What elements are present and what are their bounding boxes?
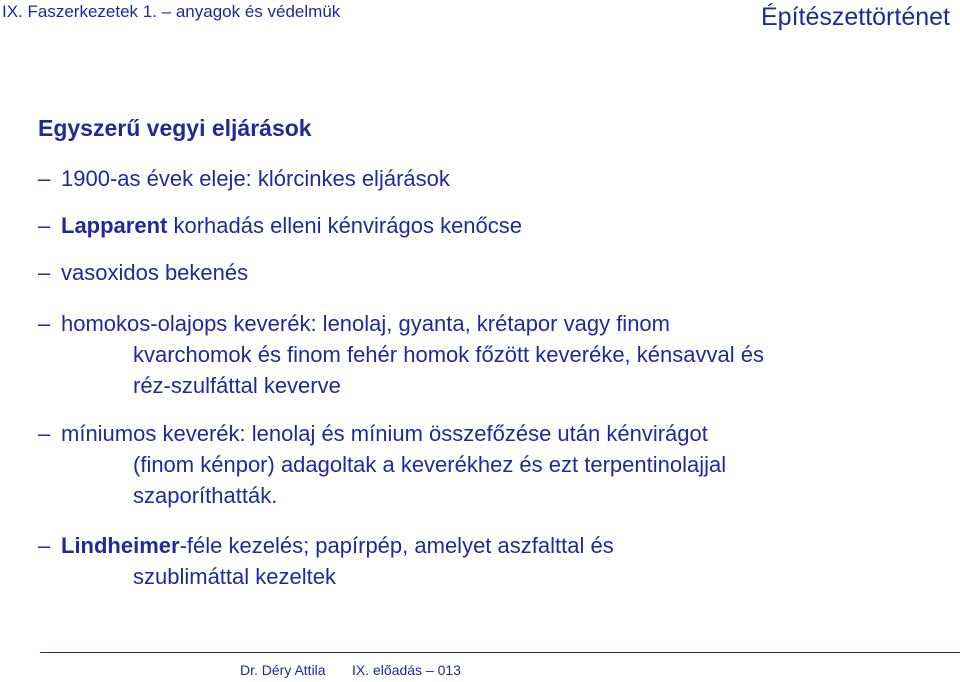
bullet-item [38,163,450,194]
bullet-text: homokos-olajops keverék: lenolaj, gyanta, krétapor vagy finom [61,311,670,336]
bullet-item [38,418,726,511]
footer-lecture-number: IX. előadás – 013 [352,662,461,678]
bullet-text-continuation: szublimáttal kezeltek [133,564,336,589]
bullet-text: -féle kezelés; papírpép, amelyet aszfalttal és [179,533,614,558]
bullet-dash: – [38,166,51,191]
bullet-text: míniumos keverék: lenolaj és mínium összefőzése után kénvirágot [61,421,708,446]
bullet-item [38,308,764,401]
bullet-dash: – [38,421,51,446]
bullet-text: vasoxidos bekenés [61,260,249,285]
section-heading: Egyszerű vegyi eljárások [38,115,312,141]
bullet-dash: – [38,213,51,238]
bullet-dash: – [38,533,51,558]
bullet-dash: – [38,311,51,336]
bullet-item [38,210,522,241]
header-course-title: IX. Faszerkezetek 1. – anyagok és védelmük [2,2,341,21]
bullet-bold-name: Lindheimer [61,533,180,558]
bullet-text-continuation: szaporíthatták. [133,483,278,508]
header-subject: Építészettörténet [760,3,950,31]
bullet-bold-name: Lapparent [61,213,168,238]
bullet-text: korhadás elleni kénvirágos kenőcse [167,213,523,238]
bullet-dash: – [38,260,51,285]
bullet-item [38,257,248,288]
bullet-item [38,530,614,592]
bullet-text-continuation: (finom kénpor) adagoltak a keverékhez és ezt terpentinolajjal [133,452,727,477]
bullet-text-continuation: kvarchomok és finom fehér homok főzött keveréke, kénsavval és [133,342,764,367]
bullet-text: 1900-as évek eleje: klórcinkes eljárások [61,166,450,191]
footer-divider [40,652,960,653]
footer-author: Dr. Déry Attila [240,662,326,678]
bullet-text-continuation: réz-szulfáttal keverve [133,373,341,398]
